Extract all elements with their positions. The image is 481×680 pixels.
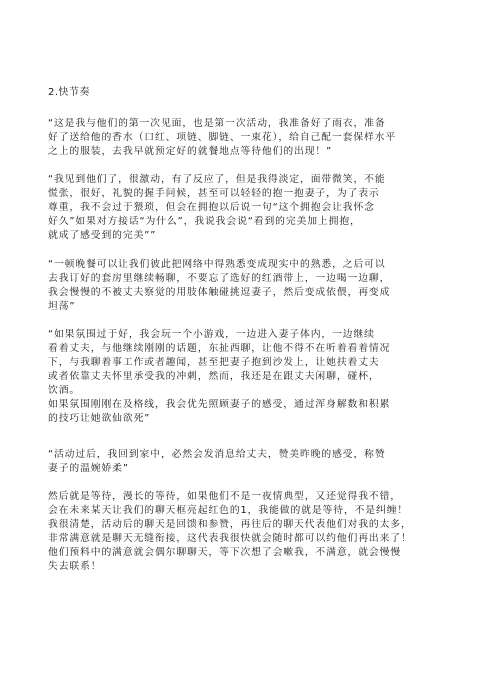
- paragraph-line: 就成了感受到的完美””: [48, 230, 157, 241]
- paragraph-line: “这是我与他们的第一次见面，也是第一次活动，我准备好了雨衣，准备: [48, 118, 386, 129]
- paragraph-line: 然后就是等待，漫长的等待，如果他们不是一夜情典型，又还觉得我不错，: [48, 491, 401, 502]
- paragraph-line: 下，与我聊着事工作或者趣闻，甚至把妻子抱到沙发上，让她扶着丈夫: [48, 357, 380, 368]
- paragraph-line: 会在未来某天让我们的聊天框亮起红色的1，我能做的就是等待，不是纠缠！: [48, 505, 409, 516]
- paragraph-line: 妻子的温婉娇柔”: [48, 463, 129, 474]
- paragraph-line: “如果氛围过于好，我会玩一个小游戏，一边进入妻子体内，一边继续: [48, 329, 375, 340]
- paragraph-2: [48, 173, 386, 243]
- paragraph-line: 去我订好的套房里继续畅聊，不要忘了选好的红酒带上，一边喝一边聊，: [48, 273, 391, 284]
- paragraph-4: [48, 328, 390, 426]
- paragraph-line: 失去联系！: [48, 561, 102, 572]
- paragraph-line: 看着丈夫，与他继续刚刚的话题，东扯西聊，让他不得不在听着看着情况: [48, 343, 391, 354]
- paragraph-line: 之上的服装，去我早就预定好的就餐地点等待他们的出现！”: [48, 146, 333, 157]
- paragraph-line: “一顿晚餐可以让我们彼此把网络中得熟悉变成现实中的熟悉，之后可以: [48, 259, 386, 270]
- paragraph-line: 的技巧让她欲仙欲死”: [48, 413, 151, 424]
- paragraph-line: 慌张，很好，礼貌的握手问候，甚至可以轻轻的抱一抱妻子，为了表示: [48, 188, 380, 199]
- paragraph-line: 我很清楚，活动后的聊天是回馈和参赞，再往后的聊天代表他们对我的太多，: [48, 519, 412, 530]
- paragraph-line: 饮酒。: [48, 385, 81, 396]
- paragraph-3: [48, 258, 390, 314]
- section-heading: 2.快节奏: [48, 87, 91, 98]
- paragraph-line: 他们预料中的满意就会偶尔聊聊天，等下次想了会嗽我，不满意，就会慢慢: [48, 547, 401, 558]
- paragraph-line: 如果氛围刚刚在及格线，我会优先照顾妻子的感受，通过浑身解数和积累: [48, 399, 391, 410]
- paragraph-line: 我会慢慢的不被丈夫察觉的用肢体触碰挑逗妻子，然后变成依偎，再变成: [48, 287, 391, 298]
- paragraph-1: [48, 117, 396, 159]
- paragraph-line: “我见到他们了，很激动，有了反应了，但是我得淡定，面带微笑，不能: [48, 174, 386, 185]
- paragraph-line: 好久”如果对方接话“为什么”，我说我会说“看到的完美加上拥抱，: [48, 216, 361, 227]
- paragraph-line: 或者依靠丈夫怀里承受我的冲刺，然而，我还是在跟丈夫闲聊，碰杯，: [48, 371, 380, 382]
- paragraph-line: “活动过后，我回到家中，必然会发消息给丈夫，赞美昨晚的感受，称赞: [48, 449, 386, 460]
- paragraph-line: 坦荡”: [48, 301, 76, 312]
- paragraph-6: [48, 490, 412, 574]
- paragraph-line: 非常满意就是聊天无缝衔接，这代表我很快就会随时都可以约他们再出来了！: [48, 533, 412, 544]
- paragraph-5: [48, 448, 386, 476]
- paragraph-line: 好了送给他的香水（口红、项链、脚链、一束花），给自己配一套保样水平: [48, 132, 397, 143]
- paragraph-line: 尊重，我不会过于猥琐，但会在拥抱以后说一句“这个拥抱会让我怀念: [48, 202, 375, 213]
